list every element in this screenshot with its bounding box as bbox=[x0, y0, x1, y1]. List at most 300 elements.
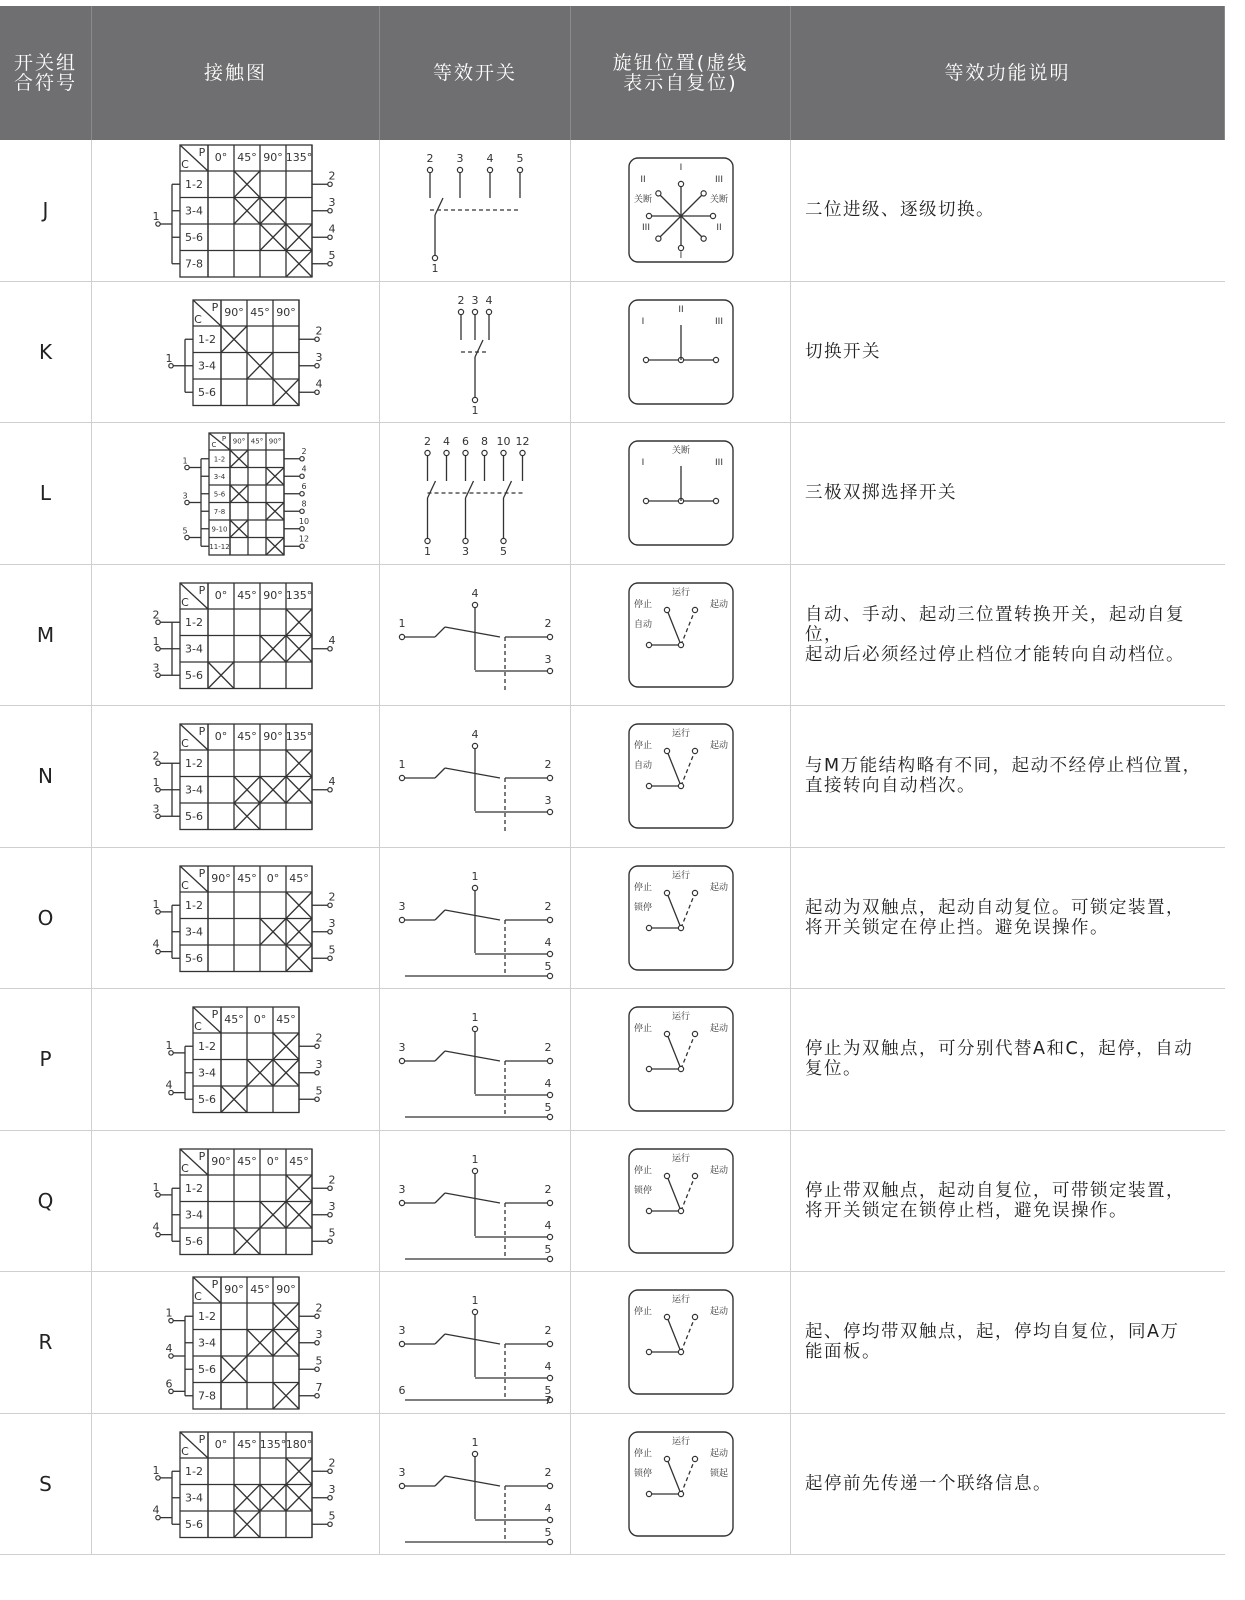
knob-position bbox=[629, 724, 733, 828]
knob-label: 停止 bbox=[633, 741, 653, 751]
knob-label: 关断 bbox=[671, 446, 691, 456]
description-line: 起、停均带双触点，起，停均自复位，同A万 bbox=[805, 1322, 1180, 1343]
grid-label-c: C bbox=[181, 595, 189, 609]
knob-label: 运行 bbox=[671, 1012, 691, 1022]
grid-angle: 90° bbox=[263, 151, 283, 165]
knob-label: 运行 bbox=[671, 587, 691, 598]
knob-diagram bbox=[571, 140, 791, 281]
switch-terminal: 8 bbox=[481, 435, 488, 448]
switch-symbol: R bbox=[0, 1272, 92, 1413]
terminal-label: 2 bbox=[328, 1455, 336, 1469]
knob-label: 锁停 bbox=[633, 902, 653, 913]
knob-label: II bbox=[716, 223, 722, 233]
equivalent-switch bbox=[399, 870, 553, 979]
contact-diagram-cell bbox=[92, 423, 380, 564]
grid-angle: 90° bbox=[276, 305, 296, 319]
knob-position-cell bbox=[571, 140, 791, 281]
contact-grid bbox=[209, 433, 284, 555]
switch-terminal: 2 bbox=[544, 1182, 552, 1196]
grid-angle: 0° bbox=[253, 1013, 267, 1027]
knob-label: 锁起 bbox=[709, 1468, 729, 1479]
terminal-label: 1 bbox=[165, 351, 173, 365]
terminal-label: 5 bbox=[328, 1225, 336, 1239]
knob-label: 停止 bbox=[633, 1307, 653, 1317]
description-line: 能面板。 bbox=[805, 1342, 881, 1363]
terminal-label: 6 bbox=[301, 481, 307, 491]
contact-diagram-cell bbox=[92, 1131, 380, 1272]
description-line: 将开关锁定在停止挡。避免误操作。 bbox=[805, 917, 1109, 938]
grid-label-p: P bbox=[198, 866, 206, 880]
switch-terminal: 4 bbox=[544, 1218, 552, 1232]
grid-contact: 9-10 bbox=[211, 525, 228, 534]
knob-position-cell bbox=[571, 282, 791, 423]
grid-contact: 1-2 bbox=[198, 1310, 216, 1324]
terminal-label: 2 bbox=[152, 749, 160, 763]
description-line: 停止带双触点，起动自复位，可带锁定装置， bbox=[805, 1180, 1185, 1201]
grid-contact: 7-8 bbox=[185, 257, 203, 271]
header-contact-diagram: 接触图 bbox=[92, 6, 380, 140]
grid-angle: 45° bbox=[237, 1437, 257, 1451]
switch-terminal: 1 bbox=[471, 1294, 479, 1307]
description-line: 切换开关 bbox=[805, 341, 881, 362]
contact-diagram-cell bbox=[92, 1414, 380, 1555]
function-description bbox=[791, 706, 1225, 847]
knob-position-cell bbox=[571, 1272, 791, 1413]
header-equivalent-switch: 等效开关 bbox=[380, 6, 571, 140]
terminal-label: 1 bbox=[165, 1306, 173, 1320]
knob-position-cell bbox=[571, 989, 791, 1130]
contact-diagram bbox=[92, 989, 380, 1130]
grid-angle: 90° bbox=[232, 437, 246, 446]
knob-position bbox=[629, 1290, 733, 1394]
grid-angle: 90° bbox=[276, 1283, 296, 1297]
terminal-label: 1 bbox=[152, 897, 160, 911]
knob-label: 锁停 bbox=[633, 1185, 653, 1196]
switch-terminal: 2 bbox=[544, 1041, 552, 1054]
switch-terminal: 1 bbox=[424, 545, 431, 558]
grid-angle: 90° bbox=[211, 1154, 231, 1168]
terminal-label: 3 bbox=[152, 802, 160, 816]
terminal-label: 2 bbox=[315, 323, 323, 337]
knob-label: 运行 bbox=[671, 870, 691, 881]
grid-angle: 0° bbox=[214, 1437, 228, 1451]
description-line: 停止为双触点，可分别代替A和C，起停，自动 bbox=[805, 1039, 1194, 1060]
switch-terminal: 5 bbox=[544, 1384, 552, 1397]
grid-angle: 90° bbox=[268, 437, 282, 446]
grid-label-p: P bbox=[198, 725, 206, 738]
knob-label: I bbox=[679, 163, 683, 173]
equivalent-switch-cell bbox=[380, 1131, 571, 1272]
contact-diagram-cell bbox=[92, 1272, 380, 1413]
equivalent-switch-diagram bbox=[380, 565, 571, 706]
grid-contact: 1-2 bbox=[198, 332, 216, 346]
terminal-label: 3 bbox=[152, 660, 160, 674]
switch-table bbox=[0, 6, 1225, 1555]
description-line: 直接转向自动档次。 bbox=[805, 776, 976, 797]
grid-angle: 0° bbox=[214, 730, 228, 744]
equivalent-switch bbox=[399, 1153, 553, 1262]
terminal-label: 2 bbox=[328, 1172, 336, 1186]
grid-angle: 45° bbox=[237, 588, 257, 602]
switch-terminal: 12 bbox=[515, 435, 530, 448]
grid-contact: 1-2 bbox=[185, 1464, 203, 1478]
grid-label-p: P bbox=[198, 583, 206, 597]
contact-grid bbox=[180, 724, 312, 830]
terminal-label: 3 bbox=[315, 1327, 323, 1341]
switch-symbol: O bbox=[0, 848, 92, 989]
function-description bbox=[791, 848, 1225, 989]
knob-diagram bbox=[571, 1131, 791, 1272]
function-description bbox=[791, 1131, 1225, 1272]
knob-label: 起动 bbox=[709, 1024, 729, 1034]
grid-angle: 45° bbox=[237, 871, 257, 885]
left-terminals bbox=[166, 339, 194, 392]
knob-position bbox=[629, 158, 733, 262]
grid-contact: 5-6 bbox=[185, 951, 203, 965]
terminal-label: 4 bbox=[328, 633, 336, 647]
knob-label: 停止 bbox=[633, 1448, 653, 1459]
description-line: 与M万能结构略有不同，起动不经停止档位置， bbox=[805, 756, 1202, 777]
terminal-label: 4 bbox=[152, 1503, 160, 1517]
equivalent-switch bbox=[399, 728, 553, 834]
knob-label: I bbox=[641, 316, 645, 327]
table-row bbox=[0, 1272, 1225, 1414]
knob-label: 起动 bbox=[709, 1165, 729, 1176]
contact-diagram bbox=[92, 282, 380, 423]
function-description bbox=[791, 565, 1225, 706]
table-row bbox=[0, 848, 1225, 990]
table-row bbox=[0, 1131, 1225, 1273]
knob-diagram bbox=[571, 706, 791, 847]
grid-angle: 90° bbox=[224, 305, 244, 319]
grid-angle: 45° bbox=[250, 437, 264, 446]
knob-position bbox=[629, 583, 733, 687]
grid-contact: 1-2 bbox=[213, 455, 226, 464]
grid-contact: 5-6 bbox=[185, 231, 203, 245]
right-terminals bbox=[312, 890, 336, 960]
equivalent-switch-cell bbox=[380, 282, 571, 423]
knob-label: 停止 bbox=[633, 882, 653, 893]
terminal-label: 3 bbox=[182, 491, 188, 501]
grid-contact: 3-4 bbox=[185, 925, 203, 939]
grid-label-p: P bbox=[198, 146, 206, 159]
equivalent-switch bbox=[458, 294, 493, 417]
terminal-label: 10 bbox=[298, 516, 310, 526]
knob-label: 停止 bbox=[633, 1024, 653, 1034]
grid-angle: 45° bbox=[237, 1154, 257, 1168]
terminal-label: 4 bbox=[165, 1078, 173, 1092]
equivalent-switch-cell bbox=[380, 989, 571, 1130]
switch-terminal: 5 bbox=[544, 1525, 552, 1539]
switch-symbol: Q bbox=[0, 1131, 92, 1272]
grid-contact: 1-2 bbox=[198, 1040, 216, 1054]
contact-diagram bbox=[92, 565, 380, 706]
switch-terminal: 3 bbox=[398, 1041, 406, 1054]
function-description bbox=[791, 140, 1225, 281]
knob-label: 关断 bbox=[633, 195, 653, 205]
equivalent-switch-cell bbox=[380, 1414, 571, 1555]
grid-contact: 3-4 bbox=[198, 1336, 216, 1350]
function-description bbox=[791, 423, 1225, 564]
grid-contact: 3-4 bbox=[185, 642, 203, 656]
terminal-label: 2 bbox=[315, 1301, 323, 1315]
grid-angle: 0° bbox=[266, 871, 280, 885]
switch-terminal: 2 bbox=[544, 1324, 552, 1337]
knob-position-cell bbox=[571, 706, 791, 847]
left-terminals bbox=[166, 1307, 194, 1396]
knob-label: 锁停 bbox=[633, 1468, 653, 1479]
switch-terminal: 3 bbox=[544, 652, 552, 666]
switch-terminal: 1 bbox=[471, 869, 479, 883]
knob-position bbox=[629, 1432, 733, 1536]
equivalent-switch-cell bbox=[380, 706, 571, 847]
grid-angle: 45° bbox=[250, 305, 270, 319]
table-row bbox=[0, 282, 1225, 424]
grid-contact: 11-12 bbox=[209, 542, 230, 551]
right-terminals bbox=[299, 324, 323, 394]
contact-diagram bbox=[92, 706, 380, 847]
knob-label: I bbox=[641, 458, 645, 468]
grid-contact: 3-4 bbox=[185, 204, 203, 218]
terminal-label: 3 bbox=[328, 916, 336, 930]
right-terminals bbox=[312, 633, 336, 650]
contact-diagram bbox=[92, 1414, 380, 1555]
equivalent-switch bbox=[427, 152, 524, 275]
contact-grid bbox=[193, 1007, 299, 1113]
terminal-label: 1 bbox=[182, 456, 188, 466]
header-symbol: 开关组 合符号 bbox=[0, 6, 92, 140]
equivalent-switch bbox=[399, 1011, 553, 1120]
grid-contact: 5-6 bbox=[185, 810, 203, 824]
switch-terminal: 3 bbox=[456, 152, 464, 165]
grid-label-c: C bbox=[194, 1290, 202, 1303]
equivalent-switch-diagram bbox=[380, 1272, 571, 1413]
left-terminals bbox=[166, 1039, 194, 1099]
knob-label: 起动 bbox=[709, 882, 729, 893]
switch-terminal: 4 bbox=[471, 728, 479, 741]
right-terminals bbox=[312, 775, 336, 792]
knob-diagram bbox=[571, 1272, 791, 1413]
right-terminals bbox=[299, 1301, 323, 1398]
grid-angle: 135° bbox=[285, 588, 313, 602]
switch-symbol: S bbox=[0, 1414, 92, 1555]
terminal-label: 5 bbox=[328, 942, 336, 956]
right-terminals bbox=[312, 1456, 336, 1526]
grid-label-c: C bbox=[194, 312, 202, 326]
description-line: 将开关锁定在锁停止档，避免误操作。 bbox=[805, 1200, 1128, 1221]
switch-terminal: 1 bbox=[471, 1152, 479, 1166]
knob-label: 运行 bbox=[671, 1436, 691, 1447]
knob-position bbox=[629, 441, 733, 545]
table-header bbox=[0, 6, 1225, 140]
left-terminals bbox=[153, 749, 181, 818]
switch-terminal: 2 bbox=[424, 435, 431, 448]
grid-label-c: C bbox=[181, 878, 189, 892]
grid-angle: 90° bbox=[211, 871, 231, 885]
switch-terminal: 5 bbox=[544, 1242, 552, 1256]
knob-label: 运行 bbox=[671, 1153, 691, 1164]
switch-terminal: 1 bbox=[431, 262, 439, 275]
terminal-label: 12 bbox=[298, 534, 310, 544]
table-row bbox=[0, 706, 1225, 848]
table-row bbox=[0, 140, 1225, 282]
table-row bbox=[0, 565, 1225, 707]
table-row bbox=[0, 423, 1225, 565]
equivalent-switch-cell bbox=[380, 423, 571, 564]
switch-terminal: 5 bbox=[544, 959, 552, 973]
grid-angle: 135° bbox=[259, 1437, 287, 1451]
grid-contact: 1-2 bbox=[185, 898, 203, 912]
contact-diagram bbox=[92, 1272, 380, 1413]
grid-label-c: C bbox=[194, 1020, 202, 1033]
table-row bbox=[0, 1414, 1225, 1556]
grid-label-c: C bbox=[181, 1444, 189, 1458]
knob-label: 自动 bbox=[633, 761, 653, 771]
contact-diagram bbox=[92, 1131, 380, 1272]
grid-angle: 0° bbox=[214, 588, 228, 602]
contact-diagram-cell bbox=[92, 140, 380, 281]
description-line: 复位。 bbox=[805, 1059, 862, 1080]
grid-contact: 5-6 bbox=[185, 1234, 203, 1248]
grid-label-p: P bbox=[211, 1008, 219, 1021]
terminal-label: 3 bbox=[328, 1482, 336, 1496]
terminal-label: 5 bbox=[182, 526, 188, 536]
contact-diagram-cell bbox=[92, 565, 380, 706]
grid-contact: 3-4 bbox=[198, 359, 216, 373]
grid-angle: 45° bbox=[250, 1283, 270, 1297]
knob-label: I bbox=[679, 251, 683, 261]
function-description bbox=[791, 282, 1225, 423]
terminal-label: 5 bbox=[315, 1084, 323, 1098]
description-line: 起动为双触点，起动自动复位。可锁定装置， bbox=[805, 897, 1185, 918]
contact-grid bbox=[180, 1149, 312, 1255]
knob-label: 起动 bbox=[709, 741, 729, 751]
description-line: 三极双掷选择开关 bbox=[805, 483, 957, 504]
knob-label: 起动 bbox=[709, 599, 729, 610]
knob-label: 关断 bbox=[709, 195, 729, 205]
terminal-label: 6 bbox=[165, 1377, 173, 1391]
knob-position-cell bbox=[571, 1414, 791, 1555]
grid-angle: 135° bbox=[285, 151, 313, 165]
terminal-label: 5 bbox=[328, 1508, 336, 1522]
knob-label: III bbox=[715, 316, 723, 327]
switch-terminal: 2 bbox=[544, 1465, 552, 1479]
switch-symbol: K bbox=[0, 282, 92, 423]
contact-grid bbox=[180, 583, 312, 689]
terminal-label: 2 bbox=[328, 169, 336, 183]
switch-terminal: 3 bbox=[544, 794, 552, 807]
grid-contact: 5-6 bbox=[185, 668, 203, 682]
switch-symbol: P bbox=[0, 989, 92, 1130]
grid-contact: 5-6 bbox=[198, 385, 216, 399]
grid-angle: 45° bbox=[224, 1013, 244, 1027]
knob-diagram bbox=[571, 989, 791, 1130]
knob-diagram bbox=[571, 282, 791, 423]
switch-terminal: 5 bbox=[516, 152, 524, 165]
knob-position bbox=[629, 1149, 733, 1253]
terminal-label: 4 bbox=[328, 222, 336, 236]
equivalent-switch-diagram bbox=[380, 848, 571, 989]
terminal-label: 3 bbox=[328, 1199, 336, 1213]
grid-contact: 5-6 bbox=[213, 490, 226, 499]
left-terminals bbox=[153, 184, 181, 264]
equivalent-switch-diagram bbox=[380, 1414, 571, 1555]
switch-terminal: 2 bbox=[544, 899, 552, 913]
switch-terminal: 4 bbox=[485, 293, 493, 307]
grid-contact: 3-4 bbox=[185, 783, 203, 797]
terminal-label: 3 bbox=[328, 195, 336, 209]
contact-grid bbox=[180, 866, 312, 972]
grid-label-p: P bbox=[198, 1149, 206, 1163]
grid-angle: 0° bbox=[266, 1154, 280, 1168]
table-row bbox=[0, 989, 1225, 1131]
left-terminals bbox=[153, 897, 181, 957]
knob-diagram bbox=[571, 1414, 791, 1555]
function-description bbox=[791, 989, 1225, 1130]
knob-label: 运行 bbox=[671, 1295, 691, 1305]
knob-position bbox=[629, 866, 733, 970]
knob-label: II bbox=[678, 304, 684, 315]
switch-terminal: 4 bbox=[471, 586, 479, 600]
knob-position-cell bbox=[571, 423, 791, 564]
contact-diagram-cell bbox=[92, 848, 380, 989]
right-terminals bbox=[312, 169, 336, 266]
switch-terminal: 10 bbox=[496, 435, 511, 448]
grid-angle: 90° bbox=[263, 730, 283, 744]
switch-terminal: 3 bbox=[398, 899, 406, 913]
switch-terminal: 3 bbox=[462, 545, 469, 558]
equivalent-switch-diagram bbox=[380, 1131, 571, 1272]
equivalent-switch bbox=[399, 587, 553, 693]
terminal-label: 1 bbox=[152, 210, 160, 223]
knob-diagram bbox=[571, 565, 791, 706]
description-line: 起动后必须经过停止档位才能转向自动档位。 bbox=[805, 644, 1185, 665]
left-terminals bbox=[153, 1463, 181, 1523]
grid-label-p: P bbox=[211, 300, 219, 314]
description-line: 自动、手动、起动三位置转换开关，起动自复位， bbox=[805, 604, 1185, 645]
grid-contact: 7-8 bbox=[213, 507, 226, 516]
terminal-label: 5 bbox=[328, 248, 336, 262]
switch-terminal: 3 bbox=[398, 1465, 406, 1479]
switch-terminal: 1 bbox=[398, 616, 406, 630]
contact-diagram bbox=[92, 423, 380, 564]
equivalent-switch bbox=[399, 1294, 553, 1407]
contact-grid bbox=[180, 145, 312, 277]
contact-diagram-cell bbox=[92, 706, 380, 847]
grid-angle: 0° bbox=[214, 151, 228, 165]
terminal-label: 3 bbox=[315, 350, 323, 364]
terminal-label: 4 bbox=[301, 464, 307, 474]
equivalent-switch-diagram bbox=[380, 282, 571, 423]
switch-terminal: 1 bbox=[471, 1011, 479, 1024]
terminal-label: 5 bbox=[315, 1354, 323, 1368]
terminal-label: 2 bbox=[328, 889, 336, 903]
knob-diagram bbox=[571, 848, 791, 989]
grid-contact: 1-2 bbox=[185, 615, 203, 629]
terminal-label: 1 bbox=[152, 1463, 160, 1477]
terminal-label: 1 bbox=[152, 1180, 160, 1194]
header-function: 等效功能说明 bbox=[791, 6, 1225, 140]
switch-terminal: 3 bbox=[398, 1182, 406, 1196]
switch-terminal: 4 bbox=[544, 1077, 552, 1090]
knob-diagram bbox=[571, 423, 791, 564]
knob-position bbox=[629, 1007, 733, 1111]
grid-contact: 5-6 bbox=[185, 1517, 203, 1531]
switch-terminal: 5 bbox=[500, 545, 507, 558]
contact-diagram bbox=[92, 848, 380, 989]
left-terminals bbox=[182, 457, 209, 547]
grid-contact: 5-6 bbox=[198, 1363, 216, 1377]
